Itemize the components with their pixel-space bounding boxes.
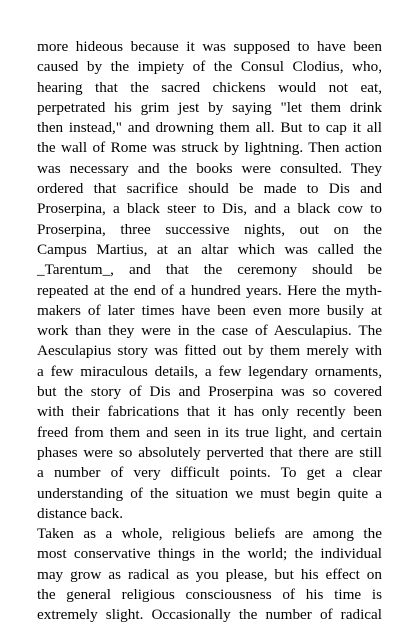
text-line: the wall of Rome was struck by lightning. Then action: [37, 139, 382, 157]
text-line: a number of very difficult points. To get a clear: [37, 464, 382, 482]
text-line: was necessary and the books were consulted. They: [37, 159, 382, 177]
text-line: _Tarentum_, and that the ceremony should be: [37, 261, 382, 279]
text-line: Campus Martius, at an altar which was called the: [37, 240, 382, 258]
paragraph-end-line: distance back.: [37, 504, 124, 522]
text-line: repeated at the end of a hundred years. Here the myth-: [37, 281, 382, 299]
text-line: then instead," and drowning them all. But to cap it all: [37, 119, 382, 137]
text-line: with their fabrications that it has only recently been: [37, 403, 382, 421]
text-line: Proserpina, three successive nights, out on the: [37, 220, 382, 238]
text-line: more hideous because it was supposed to have been: [37, 38, 382, 55]
text-line: freed from them and seen in its true light, and certain: [37, 423, 382, 441]
text-line: makers of later times have been even more busily at: [37, 301, 382, 319]
text-line: understanding of the situation we must begin quite a: [37, 484, 382, 502]
text-line: phases were so absolutely perverted that there are still: [37, 443, 382, 461]
page-text: [37, 37, 382, 626]
text-line: extremely slight. Occasionally the number of radical: [37, 606, 382, 624]
text-line: ordered that sacrifice should be made to Dis and: [37, 180, 382, 198]
text-line: Proserpina, a black steer to Dis, and a black cow to: [37, 200, 382, 218]
text-line: but the story of Dis and Proserpina was so covered: [37, 383, 382, 401]
text-line: work than they were in the case of Aesculapius. The: [37, 322, 382, 340]
text-line: may grow as radical as you please, but his effect on: [37, 565, 382, 583]
text-line: the general religious consciousness of his time is: [37, 586, 382, 604]
text-line: perpetrated his grim jest by saying "let them drink: [37, 98, 382, 116]
text-line: Taken as a whole, religious beliefs are among the: [37, 525, 382, 543]
text-line: a few miraculous details, a few legendary ornaments,: [37, 362, 382, 380]
text-line: most conservative things in the world; the individual: [37, 545, 382, 563]
text-line: Aesculapius story was fitted out by them merely with: [37, 342, 382, 360]
text-line: hearing that the sacred chickens would not eat,: [37, 78, 382, 96]
text-line: caused by the impiety of the Consul Clodius, who,: [37, 58, 382, 76]
